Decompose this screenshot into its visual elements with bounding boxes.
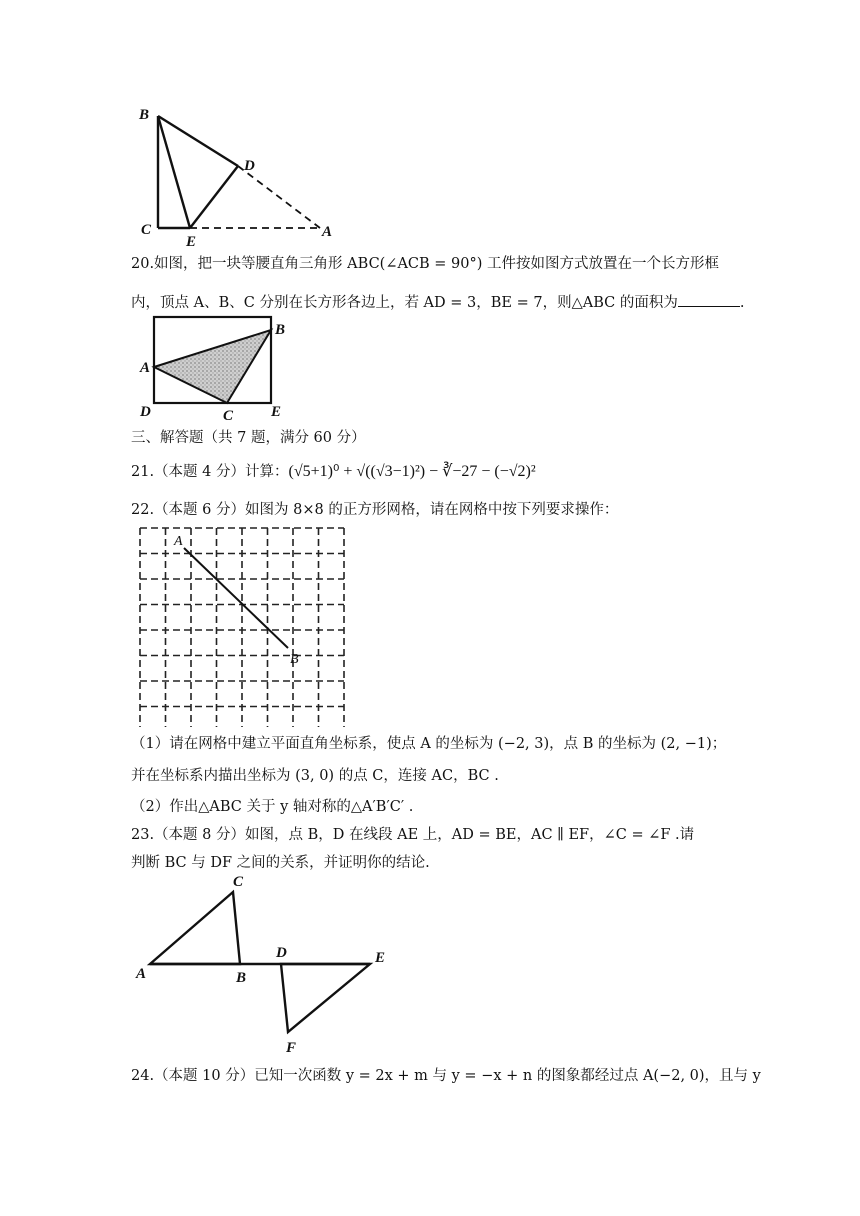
label-B: B	[139, 107, 150, 123]
figure-triangle-bdcea	[130, 100, 350, 250]
q20-line2-end: .	[739, 295, 745, 311]
label-C: C	[141, 222, 152, 238]
q22-part1b: 并在坐标系内描出坐标为 (3, 0) 的点 C，连接 AC，BC .	[131, 768, 499, 784]
q20-line2-text: 内，顶点 A、B、C 分别在长方形各边上，若 AD = 3，BE = 7，则△ABC 的面积为	[131, 295, 678, 311]
q22-part1a: （1）请在网格中建立平面直角坐标系，使点 A 的坐标为 (−2, 3)，点 B 的坐标为 (2, −1)；	[131, 736, 727, 752]
label-E4: E	[375, 950, 386, 966]
q20-answer-blank	[678, 292, 740, 307]
q24-line1: 24.（本题 10 分）已知一次函数 y = 2x + m 与 y = −x + n 的图象都经过点 A(−2, 0)，且与 y	[131, 1068, 761, 1084]
label-D4: D	[276, 945, 287, 961]
q21-line	[131, 462, 536, 482]
q21-prefix: 21.（本题 4 分）计算：	[131, 464, 289, 480]
q20-line1: 20.如图，把一块等腰直角三角形 ABC(∠ACB = 90°) 工件按如图方式放置在一个长方形框	[131, 256, 720, 272]
figure-rectangle-abc	[130, 310, 300, 425]
figure-bowtie	[130, 868, 400, 1058]
q22-part2: （2）作出△ABC 关于 y 轴对称的△A′B′C′ .	[131, 799, 414, 815]
section3-heading: 三、解答题（共 7 题，满分 60 分）	[131, 430, 366, 446]
label-A4: A	[136, 966, 147, 982]
q21-expression: (√5+1)⁰ + √((√3−1)²) − ∛−27 − (−√2)²	[288, 463, 536, 480]
label-C2: C	[223, 408, 234, 424]
label-D: D	[244, 158, 255, 174]
label-C4: C	[233, 874, 244, 890]
label-E: E	[186, 234, 197, 250]
label-D2: D	[140, 404, 151, 420]
label-F4: F	[286, 1040, 297, 1056]
label-grid-B: B	[290, 652, 299, 667]
label-B2: B	[275, 322, 286, 338]
q23-line1: 23.（本题 8 分）如图，点 B，D 在线段 AE 上，AD = BE，AC ∥ EF，∠C = ∠F .请	[131, 827, 695, 843]
q23-line2: 判断 BC 与 DF 之间的关系，并证明你的结论.	[131, 855, 430, 871]
label-grid-A: A	[174, 534, 183, 549]
label-B4: B	[236, 970, 247, 986]
q22-line1: 22.（本题 6 分）如图为 8×8 的正方形网格，请在网格中按下列要求操作：	[131, 502, 619, 518]
figure-grid-8x8	[130, 522, 345, 727]
label-A2: A	[140, 360, 151, 376]
label-E2: E	[271, 404, 282, 420]
label-A: A	[322, 224, 333, 240]
